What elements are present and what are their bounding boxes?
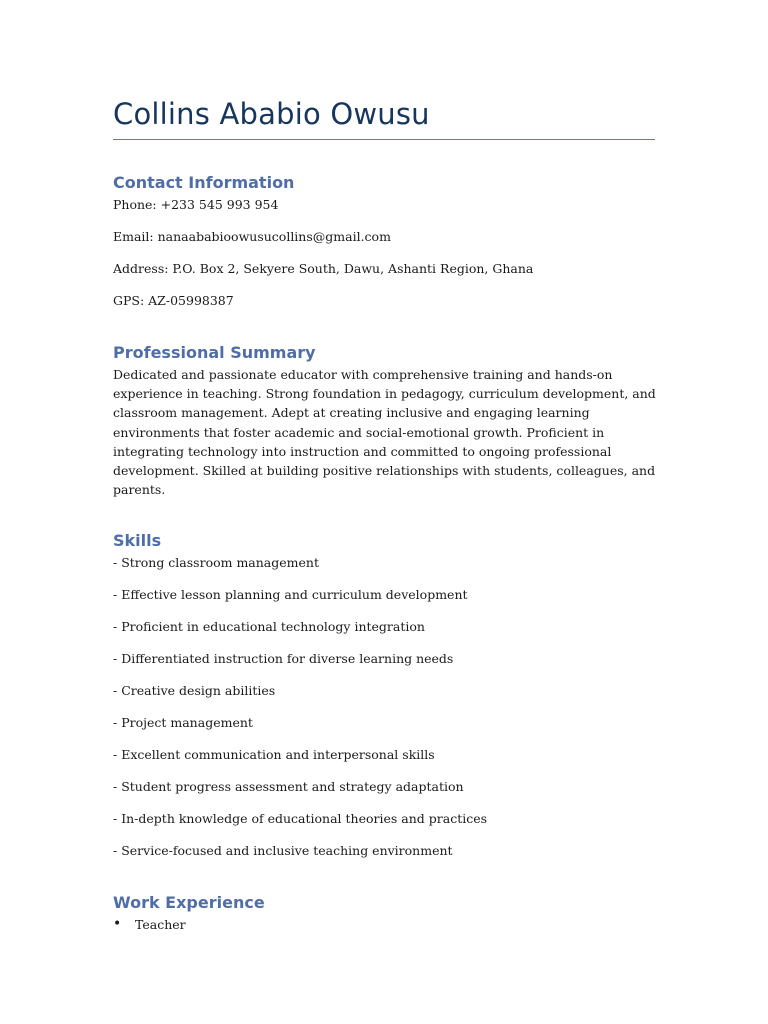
skill-item: - Proficient in educational technology integration (113, 619, 425, 635)
skill-item: - Strong classroom management (113, 555, 319, 571)
work-list (113, 915, 655, 934)
contact-email: Email: nanaababioowusucollins@gmail.com (113, 229, 391, 244)
skills-heading: Skills (113, 531, 162, 551)
skill-item: - Effective lesson planning and curriculum development (113, 587, 468, 603)
contact-phone: Phone: +233 545 993 954 (113, 197, 279, 212)
title-divider (113, 139, 655, 140)
work-item (113, 915, 655, 934)
skill-item: - Differentiated instruction for diverse learning needs (113, 651, 454, 667)
skill-item: - Excellent communication and interpersonal skills (113, 747, 435, 763)
skill-item: - Project management (113, 715, 253, 731)
skill-item: - Service-focused and inclusive teaching environment (113, 843, 453, 859)
work-section (113, 892, 655, 934)
work-item-title: Teacher (135, 917, 186, 933)
work-heading: Work Experience (113, 893, 265, 913)
contact-gps: GPS: AZ-05998387 (113, 293, 234, 308)
resume-page (113, 94, 655, 934)
skill-item: - Student progress assessment and strategy adaptation (113, 779, 464, 795)
summary-section (113, 342, 655, 499)
summary-heading: Professional Summary (113, 343, 316, 362)
skills-section (113, 530, 655, 860)
contact-section (113, 172, 655, 310)
resume-name: Collins Ababio Owusu (113, 97, 430, 131)
contact-heading: Contact Information (113, 173, 295, 192)
contact-address: Address: P.O. Box 2, Sekyere South, Dawu, Ashanti Region, Ghana (113, 261, 534, 276)
skill-item: - In-depth knowledge of educational theories and practices (113, 811, 488, 827)
skill-item: - Creative design abilities (113, 683, 276, 699)
summary-text: Dedicated and passionate educator with comprehensive training and hands-on experience in teaching. Strong foundation in pedagogy, curriculum development, and classroom management. Adept at creating inclusive and engaging learning environments that foster academic and social-emotional growth. Proficient in integrating technology into instruction and committed to ongoing professional development. Skilled at building positive relationships with students, colleagues, and parents. (113, 367, 656, 498)
bullet-icon: • (113, 916, 122, 933)
